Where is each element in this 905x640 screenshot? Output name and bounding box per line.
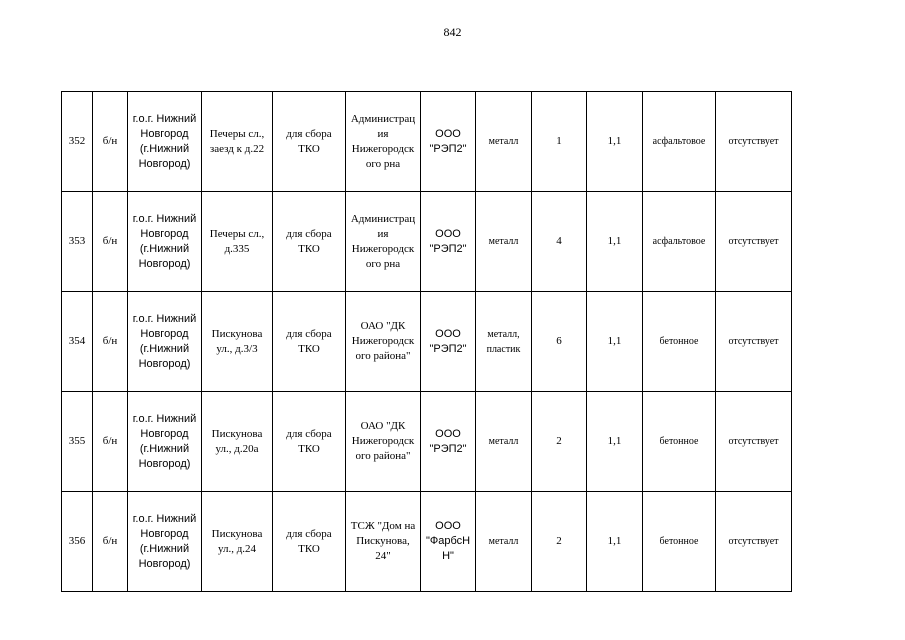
cell-mark: б/н bbox=[93, 292, 128, 392]
cell-owner: ТСЖ "Дом на Пискунова, 24" bbox=[346, 492, 421, 592]
cell-count: 2 bbox=[532, 392, 587, 492]
cell-surface: бетонное bbox=[643, 292, 716, 392]
table-body bbox=[62, 92, 792, 592]
cell-volume: 1,1 bbox=[587, 292, 643, 392]
cell-count: 2 bbox=[532, 492, 587, 592]
cell-fence: отсутствует bbox=[716, 192, 792, 292]
cell-surface: асфальтовое bbox=[643, 92, 716, 192]
cell-locality: г.о.г. Нижний Новгород (г.Нижний Новгород) bbox=[128, 92, 202, 192]
cell-fence: отсутствует bbox=[716, 492, 792, 592]
cell-num: 352 bbox=[62, 92, 93, 192]
cell-operator: ООО "РЭП2" bbox=[421, 192, 476, 292]
cell-surface: бетонное bbox=[643, 492, 716, 592]
cell-locality: г.о.г. Нижний Новгород (г.Нижний Новгород) bbox=[128, 192, 202, 292]
cell-address: Пискунова ул., д.3/3 bbox=[202, 292, 273, 392]
cell-address: Печеры сл., заезд к д.22 bbox=[202, 92, 273, 192]
cell-volume: 1,1 bbox=[587, 392, 643, 492]
cell-purpose: для сбора ТКО bbox=[273, 392, 346, 492]
cell-owner: ОАО "ДК Нижегородск ого района" bbox=[346, 292, 421, 392]
cell-num: 355 bbox=[62, 392, 93, 492]
cell-purpose: для сбора ТКО bbox=[273, 292, 346, 392]
table-row bbox=[62, 292, 792, 392]
cell-count: 6 bbox=[532, 292, 587, 392]
cell-count: 4 bbox=[532, 192, 587, 292]
table-row bbox=[62, 392, 792, 492]
cell-material: металл bbox=[476, 492, 532, 592]
cell-num: 356 bbox=[62, 492, 93, 592]
cell-locality: г.о.г. Нижний Новгород (г.Нижний Новгород) bbox=[128, 292, 202, 392]
cell-count: 1 bbox=[532, 92, 587, 192]
table-row bbox=[62, 192, 792, 292]
cell-mark: б/н bbox=[93, 392, 128, 492]
cell-material: металл bbox=[476, 392, 532, 492]
cell-address: Печеры сл., д.335 bbox=[202, 192, 273, 292]
cell-fence: отсутствует bbox=[716, 392, 792, 492]
cell-purpose: для сбора ТКО bbox=[273, 192, 346, 292]
cell-surface: асфальтовое bbox=[643, 192, 716, 292]
cell-address: Пискунова ул., д.24 bbox=[202, 492, 273, 592]
waste-site-registry-table bbox=[61, 91, 792, 592]
cell-mark: б/н bbox=[93, 492, 128, 592]
cell-mark: б/н bbox=[93, 192, 128, 292]
cell-operator: ООО "РЭП2" bbox=[421, 392, 476, 492]
page-number: 842 bbox=[443, 25, 462, 39]
cell-locality: г.о.г. Нижний Новгород (г.Нижний Новгород) bbox=[128, 392, 202, 492]
table-row bbox=[62, 92, 792, 192]
cell-address: Пискунова ул., д.20а bbox=[202, 392, 273, 492]
cell-fence: отсутствует bbox=[716, 292, 792, 392]
cell-operator: ООО "РЭП2" bbox=[421, 292, 476, 392]
cell-operator: ООО "ФарбсН Н" bbox=[421, 492, 476, 592]
cell-num: 353 bbox=[62, 192, 93, 292]
cell-owner: ОАО "ДК Нижегородск ого района" bbox=[346, 392, 421, 492]
cell-purpose: для сбора ТКО bbox=[273, 92, 346, 192]
cell-material: металл bbox=[476, 92, 532, 192]
cell-owner: Администрац ия Нижегородск ого рна bbox=[346, 192, 421, 292]
table-row bbox=[62, 492, 792, 592]
cell-surface: бетонное bbox=[643, 392, 716, 492]
cell-fence: отсутствует bbox=[716, 92, 792, 192]
cell-locality: г.о.г. Нижний Новгород (г.Нижний Новгород) bbox=[128, 492, 202, 592]
cell-material: металл bbox=[476, 192, 532, 292]
cell-purpose: для сбора ТКО bbox=[273, 492, 346, 592]
cell-owner: Администрац ия Нижегородск ого рна bbox=[346, 92, 421, 192]
cell-volume: 1,1 bbox=[587, 492, 643, 592]
cell-material: металл, пластик bbox=[476, 292, 532, 392]
cell-num: 354 bbox=[62, 292, 93, 392]
cell-volume: 1,1 bbox=[587, 92, 643, 192]
cell-operator: ООО "РЭП2" bbox=[421, 92, 476, 192]
cell-mark: б/н bbox=[93, 92, 128, 192]
cell-volume: 1,1 bbox=[587, 192, 643, 292]
